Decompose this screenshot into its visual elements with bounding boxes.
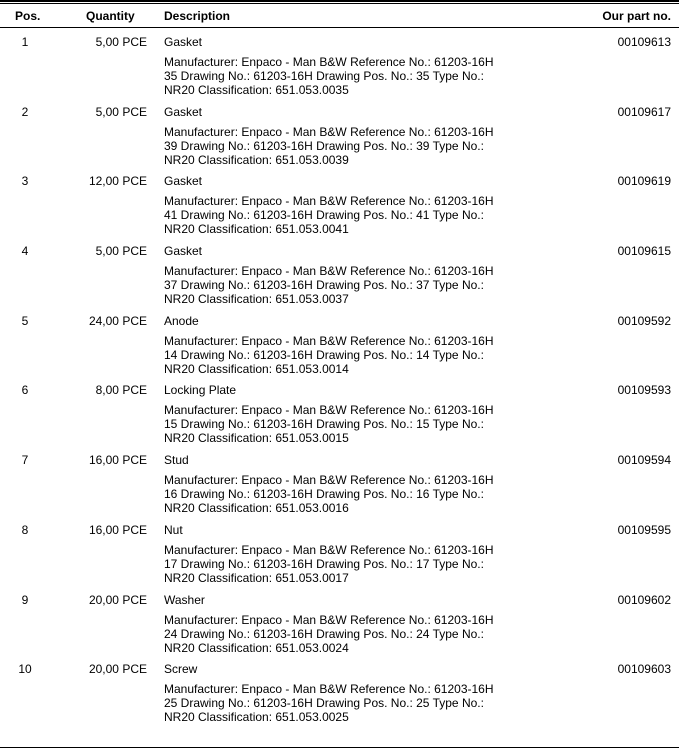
row-part-no: 00109613	[617, 35, 671, 49]
row-pos: 7	[21, 453, 29, 468]
table-row	[0, 34, 679, 104]
row-item-name: Gasket	[164, 35, 203, 49]
row-part-no: 00109592	[617, 313, 671, 328]
row-detail: Manufacturer: Enpaco - Man B&W Reference No.: 61203-16H 39 Drawing No.: 61203-16H Drawing Pos. No.: 39 Type No.: NR20 Classification: 651.053.0039	[164, 124, 494, 167]
row-pos: 8	[21, 522, 29, 537]
row-pos: 9	[21, 592, 29, 607]
row-part-no: 00109602	[617, 592, 671, 607]
row-quantity: 16,00 PCE	[88, 453, 147, 468]
row-item-name: Screw	[164, 662, 198, 677]
row-detail: Manufacturer: Enpaco - Man B&W Reference No.: 61203-16H 37 Drawing No.: 61203-16H Drawing Pos. No.: 37 Type No.: NR20 Classification: 651.053.0037	[164, 264, 494, 307]
item-list	[0, 34, 679, 731]
row-detail: Manufacturer: Enpaco - Man B&W Reference No.: 61203-16H 16 Drawing No.: 61203-16H Drawing Pos. No.: 16 Type No.: NR20 Classification: 651.053.0016	[164, 473, 494, 516]
row-quantity: 5,00 PCE	[95, 244, 147, 259]
row-quantity: 8,00 PCE	[95, 383, 147, 398]
header-part-no: Our part no.	[602, 9, 671, 23]
table-row	[0, 104, 679, 174]
row-item-name: Gasket	[164, 104, 203, 119]
row-item-name: Washer	[164, 592, 205, 607]
row-detail: Manufacturer: Enpaco - Man B&W Reference No.: 61203-16H 17 Drawing No.: 61203-16H Drawing Pos. No.: 17 Type No.: NR20 Classification: 651.053.0017	[164, 542, 494, 585]
row-pos: 4	[21, 244, 29, 259]
row-item-name: Anode	[164, 313, 199, 328]
row-quantity: 24,00 PCE	[88, 313, 147, 328]
row-quantity: 5,00 PCE	[95, 35, 147, 49]
table-row	[0, 173, 679, 243]
row-pos: 6	[21, 383, 29, 398]
table-row	[0, 522, 679, 592]
table-row	[0, 313, 679, 383]
row-part-no: 00109593	[617, 383, 671, 398]
table-row	[0, 661, 679, 731]
table-row	[0, 452, 679, 522]
row-pos: 3	[21, 174, 29, 189]
row-part-no: 00109603	[617, 662, 671, 677]
table-row	[0, 592, 679, 662]
row-item-name: Nut	[164, 522, 183, 537]
row-quantity: 12,00 PCE	[88, 174, 147, 189]
header-quantity: Quantity	[86, 9, 135, 23]
row-quantity: 20,00 PCE	[88, 592, 147, 607]
row-detail: Manufacturer: Enpaco - Man B&W Reference No.: 61203-16H 24 Drawing No.: 61203-16H Drawing Pos. No.: 24 Type No.: NR20 Classification: 651.053.0024	[164, 612, 494, 655]
row-part-no: 00109594	[617, 453, 671, 468]
row-detail: Manufacturer: Enpaco - Man B&W Reference No.: 61203-16H 35 Drawing No.: 61203-16H Drawing Pos. No.: 35 Type No.: NR20 Classification: 651.053.0035	[164, 55, 494, 97]
row-part-no: 00109595	[617, 522, 671, 537]
row-detail: Manufacturer: Enpaco - Man B&W Reference No.: 61203-16H 25 Drawing No.: 61203-16H Drawing Pos. No.: 25 Type No.: NR20 Classification: 651.053.0025	[164, 682, 494, 725]
row-item-name: Locking Plate	[164, 383, 237, 398]
row-pos: 1	[21, 35, 29, 49]
row-detail: Manufacturer: Enpaco - Man B&W Reference No.: 61203-16H 15 Drawing No.: 61203-16H Drawing Pos. No.: 15 Type No.: NR20 Classification: 651.053.0015	[164, 403, 494, 446]
row-pos: 10	[18, 662, 32, 677]
row-pos: 5	[21, 313, 29, 328]
row-quantity: 16,00 PCE	[88, 522, 147, 537]
row-detail: Manufacturer: Enpaco - Man B&W Reference No.: 61203-16H 14 Drawing No.: 61203-16H Drawing Pos. No.: 14 Type No.: NR20 Classification: 651.053.0014	[164, 333, 494, 376]
row-quantity: 20,00 PCE	[88, 662, 147, 677]
row-part-no: 00109617	[617, 104, 671, 119]
bottom-rule	[0, 747, 679, 748]
table-header	[0, 0, 679, 28]
header-rule	[0, 27, 679, 28]
table-row	[0, 382, 679, 452]
row-quantity: 5,00 PCE	[95, 104, 147, 119]
row-item-name: Stud	[164, 453, 189, 468]
row-detail: Manufacturer: Enpaco - Man B&W Reference No.: 61203-16H 41 Drawing No.: 61203-16H Drawing Pos. No.: 41 Type No.: NR20 Classification: 651.053.0041	[164, 194, 494, 237]
table-row	[0, 243, 679, 313]
row-part-no: 00109615	[617, 244, 671, 259]
row-part-no: 00109619	[617, 174, 671, 189]
row-pos: 2	[21, 104, 29, 119]
row-item-name: Gasket	[164, 244, 203, 259]
header-description: Description	[164, 9, 231, 23]
row-item-name: Gasket	[164, 174, 203, 189]
header-pos: Pos.	[15, 9, 41, 23]
